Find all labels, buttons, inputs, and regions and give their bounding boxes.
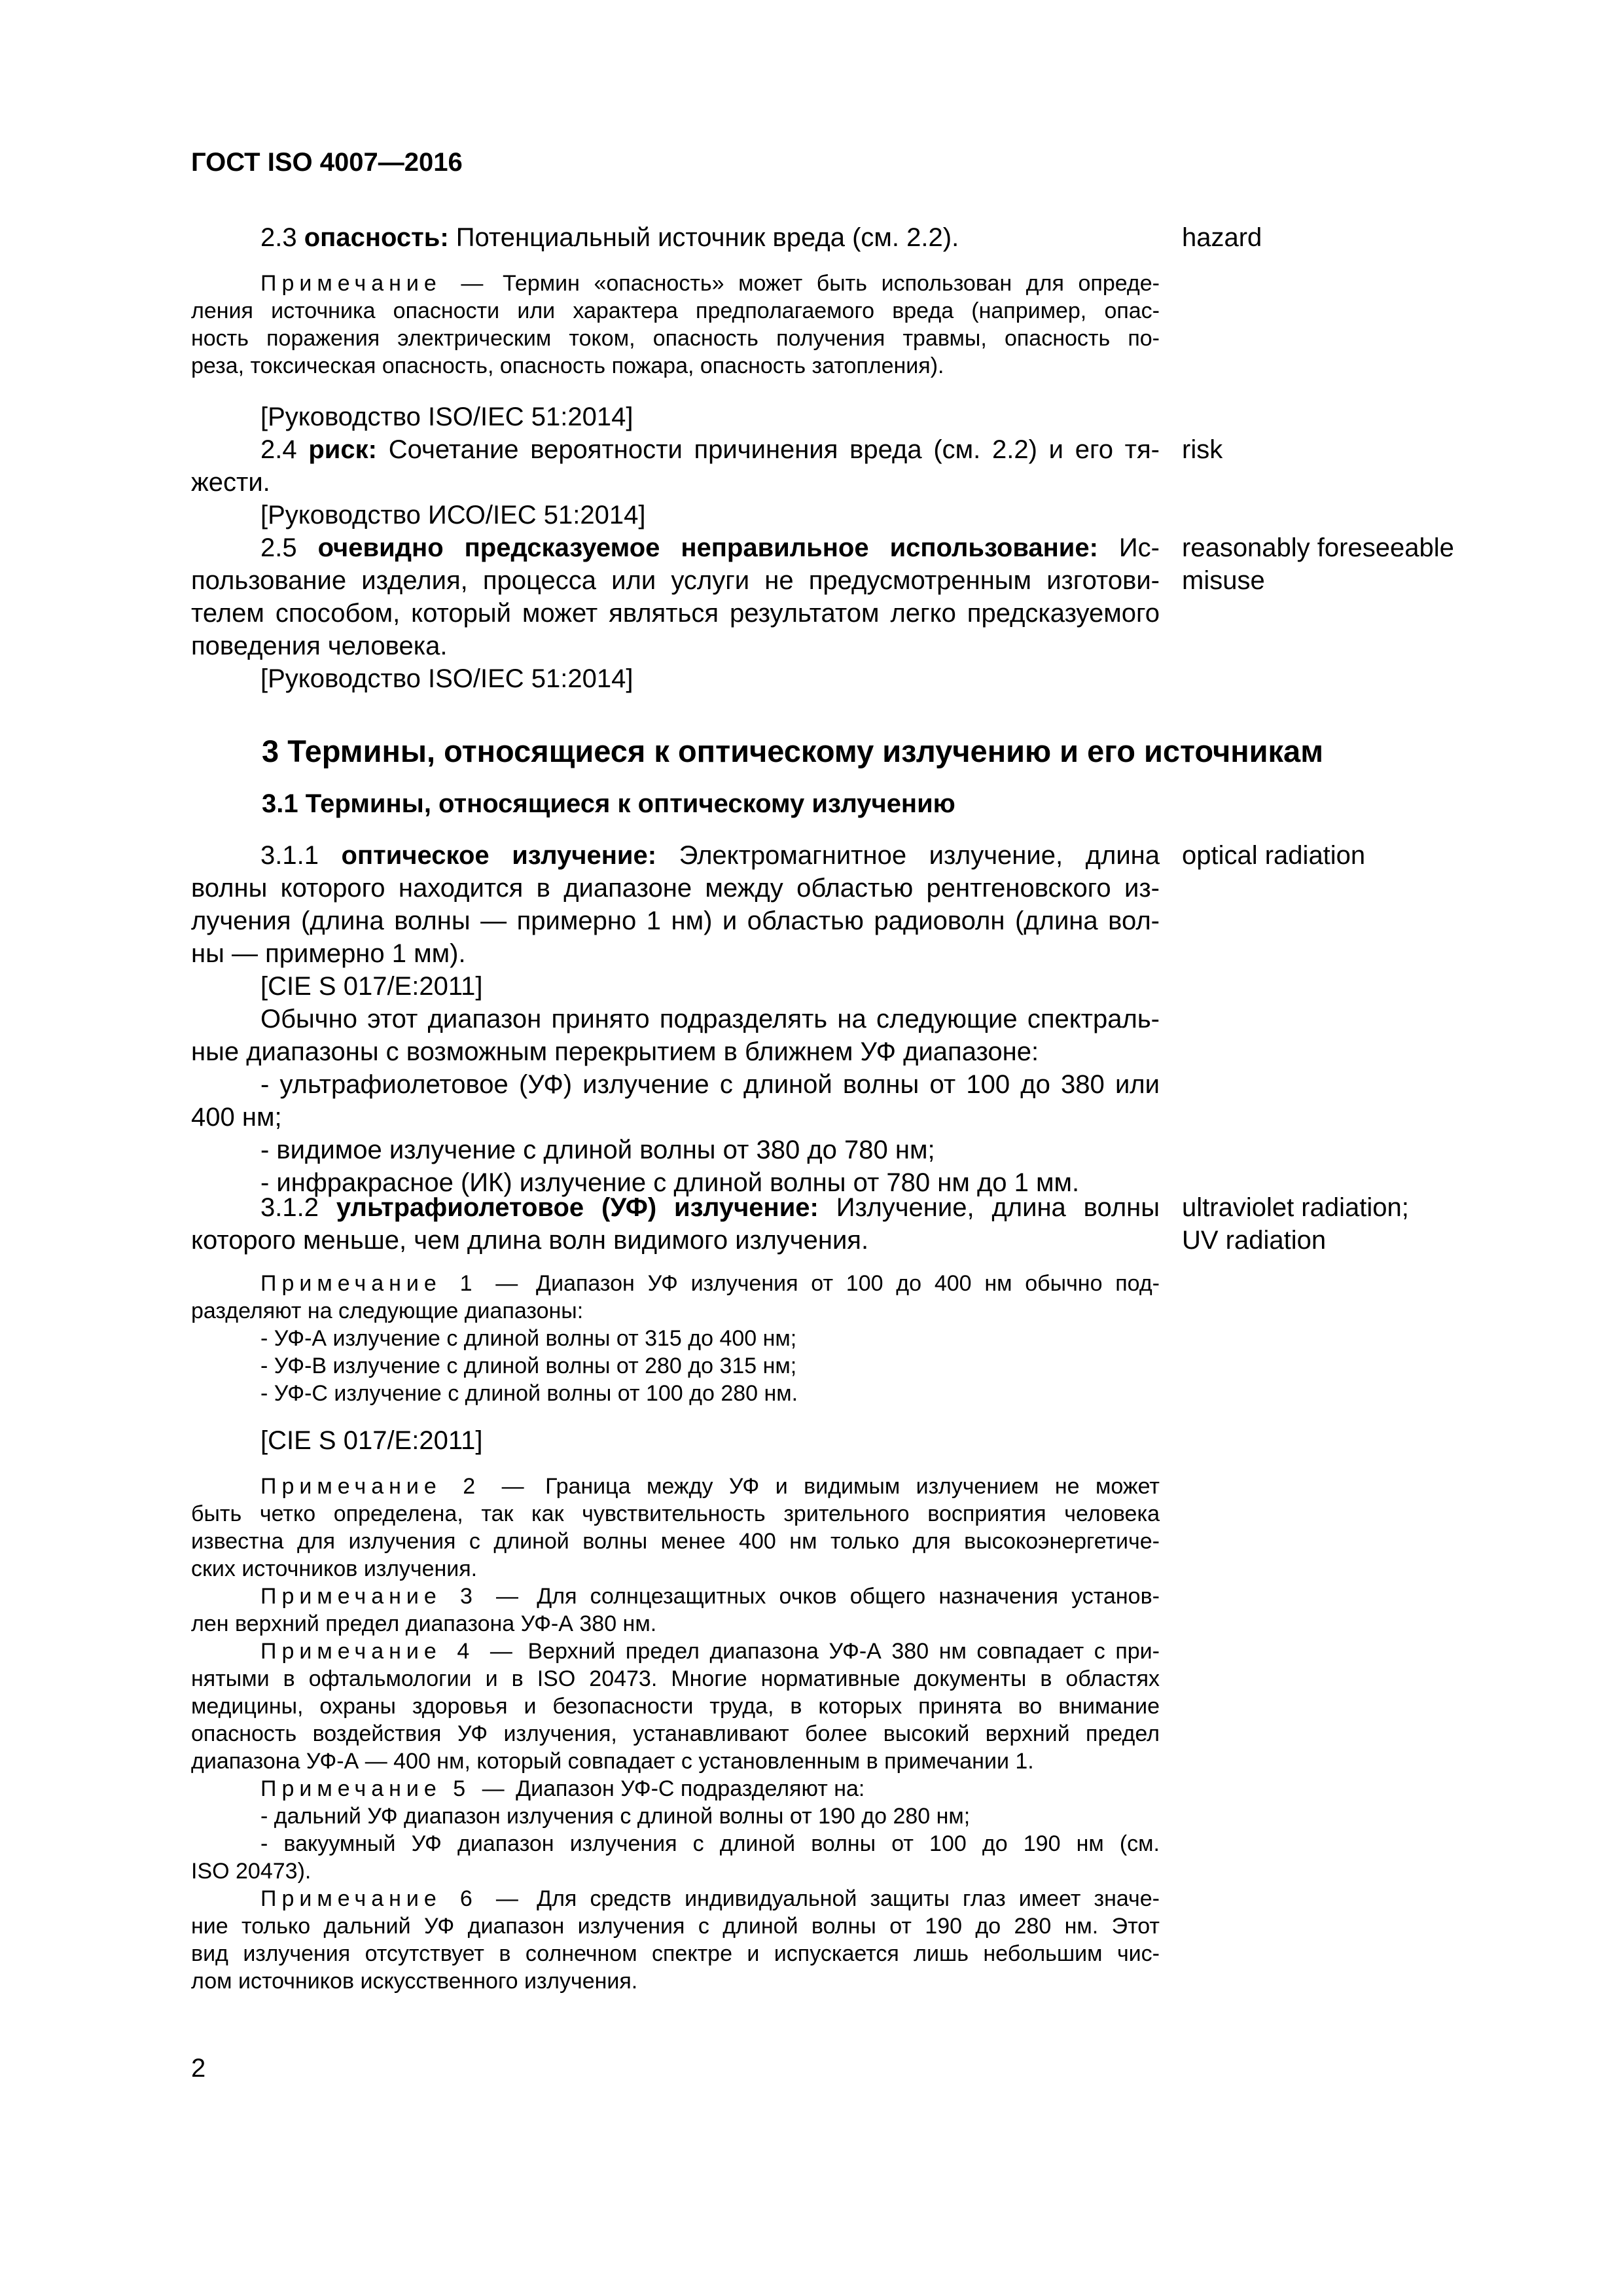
list-item: - ультрафиолетовое (УФ) излучение с длиной волны от 100 до 380 или	[260, 1070, 1160, 1099]
document-header: ГОСТ ISO 4007—2016	[191, 148, 463, 177]
clause-3-1-1: 3.1.1 оптическое излучение: Электромагнитное излучение, длина волны которого находится в диапазоне между областью рентгеновского из- лучения (длина волны — примерно 1 нм) и областью радиоволн (длина вол- ны — примерно 1 мм). [CIE S 017/E:2011] Обычно этот диапазон принято подразделять на следующие спектраль- ные диапазоны с возможным перекрытием в ближнем УФ диапазоне: - ультрафиолетовое (УФ) излучение с длиной волны от 100 до 380 или 400 нм; - видимое излучение с длиной волны от 380 до 780 нм; - инфракрасное (ИК) излучение с длиной волны от 780 нм до 1 мм.	[191, 839, 1160, 1199]
note-1: Примечание 1 — Диапазон УФ излучения от 100 до 400 нм обычно под- разделяют на следующие диапазоны: - УФ-А излучение с длиной волны от 315 до 400 нм; - УФ-В излучение с длиной волны от 280 до 315 нм; - УФ-С излучение с длиной волны от 100 до 280 нм.	[191, 1271, 1160, 1406]
reference: [Руководство ISO/IEC 51:2014]	[260, 664, 633, 693]
section-3-title: 3 Термины, относящиеся к оптическому излучению и его источникам	[262, 734, 1323, 768]
list-item: - видимое излучение с длиной волны от 380 до 780 нм;	[260, 1136, 935, 1164]
definition: Потенциальный источник вреда (см. 2.2).	[455, 223, 959, 252]
note-label: Примечание 6 —	[260, 1886, 524, 1911]
term-ru: очевидно предсказуемое неправильное использование:	[317, 533, 1098, 562]
reference: [Руководство ИСО/IEC 51:2014]	[260, 501, 646, 529]
note-label: Примечание 2 —	[260, 1474, 529, 1499]
term-ru: ультрафиолетовое (УФ) излучение:	[336, 1193, 819, 1222]
term-ru: риск:	[308, 435, 377, 464]
clause-2-5: 2.5 очевидно предсказуемое неправильное использование: Ис- пользование изделия, процесса или услуги не предусмотренным изготови- телем способом, который может являться результатом легко предсказуемого поведения человека. [Руководство ISO/IEC 51:2014]	[191, 531, 1160, 695]
page-number: 2	[191, 2054, 206, 2083]
notes-2-6: Примечание 2 — Граница между УФ и видимым излучением не может быть четко определена, так как чувствительность зрительного восприятия человека известна для излучения с длиной волны менее 400 нм только для высокоэнергетиче- ских источников излучения. Примечание 3 — Для солнцезащитных очков общего назначения установ- лен верхний предел диапазона УФ-А 380 нм. Примечание 4 — Верхний предел диапазона УФ-А 380 нм совпадает с при- нятыми в офтальмологии и в ISO 20473. Многие нормативные документы в областях медицины, охраны здоровья и безопасности труда, в которых принята во внимание опасность воздействия УФ излучения, устанавливают более высокий верхний предел диапазона УФ-А — 400 нм, который совпадает с установленным в примечании 1. Примечание 5 — Диапазон УФ-С подразделяют на: - дальний УФ диапазон излучения с длиной волны от 190 до 280 нм; - вакуумный УФ диапазон излучения с длиной волны от 100 до 190 нм (см. ISO 20473). Примечание 6 — Для средств индивидуальной защиты глаз имеет значе- ние только дальний УФ диапазон излучения с длиной волны от 190 до 280 нм. Этот вид излучения отсутствует в солнечном спектре и испускается лишь небольшим чис- лом источников искусственного излучения.	[191, 1474, 1160, 1994]
note-label: Примечание —	[260, 271, 489, 296]
term-ru: оптическое излучение:	[341, 841, 657, 870]
note-2-3: Примечание — Термин «опасность» может быть использован для опреде- ления источника опасности или характера предполагаемого вреда (например, опас- ность поражения электрическим током, опасность получения травмы, опасность по- реза, токсическая опасность, опасность пожара, опасность затопления).	[191, 271, 1160, 378]
term-en-uv-radiation: ultraviolet radiation; UV radiation	[1182, 1193, 1409, 1255]
note-label: Примечание 5 —	[260, 1776, 510, 1801]
note-label: Примечание 4 —	[260, 1639, 518, 1664]
clause-2-3	[191, 221, 1160, 254]
term-en-risk: risk	[1182, 435, 1223, 464]
term-en-optical-radiation: optical radiation	[1182, 841, 1366, 870]
term-ru: опасность:	[304, 223, 449, 252]
subsection-3-1-title: 3.1 Термины, относящиеся к оптическому излучению	[262, 789, 955, 818]
clause-3-1-2: 3.1.2 ультрафиолетовое (УФ) излучение: Излучение, длина волны которого меньше, чем длина волн видимого излучения.	[191, 1193, 1160, 1255]
term-en-hazard: hazard	[1182, 223, 1262, 252]
reference-2-3: [Руководство ISO/IEC 51:2014]	[260, 403, 633, 431]
clause-2-4: 2.4 риск: Сочетание вероятности причинения вреда (см. 2.2) и его тя- жести. [Руководство ИСО/IEC 51:2014]	[191, 433, 1160, 531]
note-label: Примечание 3 —	[260, 1584, 524, 1609]
reference-3-1-2: [CIE S 017/E:2011]	[260, 1426, 483, 1455]
reference: [CIE S 017/E:2011]	[260, 972, 483, 1001]
clause-number: 2.3	[260, 223, 297, 252]
note-label: Примечание 1 —	[260, 1271, 524, 1296]
term-en-misuse: reasonably foreseeable misuse	[1182, 533, 1454, 595]
list-item: - инфракрасное (ИК) излучение с длиной волны от 780 нм до 1 мм.	[260, 1168, 1080, 1197]
